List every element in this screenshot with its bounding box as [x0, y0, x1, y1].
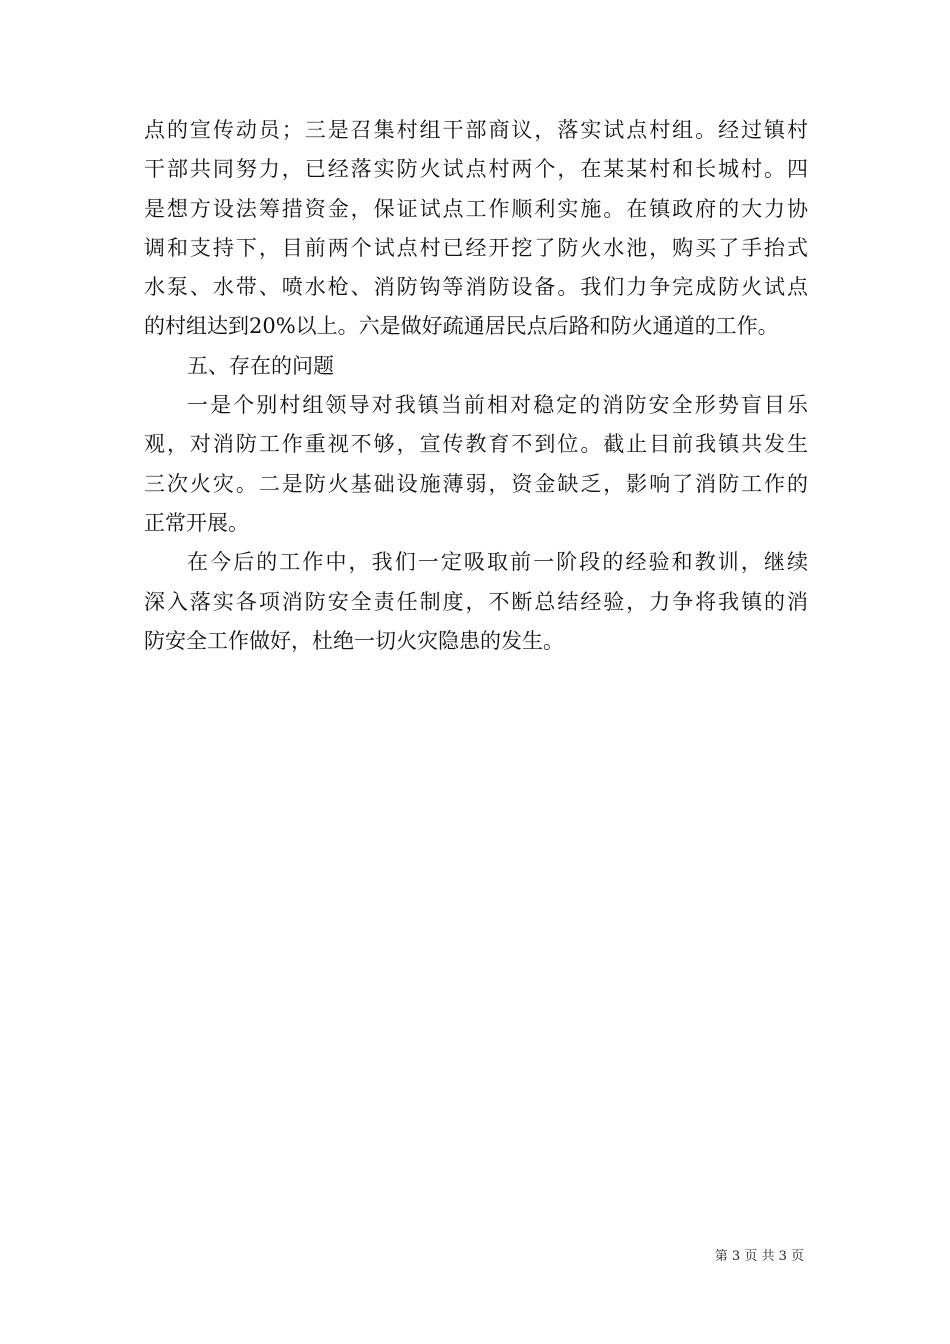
text-line: 点的宣传动员；三是召集村组干部商议，落实试点村组。经过镇村: [144, 118, 808, 142]
page-number-footer: 第 3 页 共 3 页: [714, 1249, 804, 1264]
text-line: 正常开展。: [144, 510, 249, 535]
text-line: 三次火灾。二是防火基础设施薄弱，资金缺乏，影响了消防工作的: [144, 471, 808, 496]
text-line: 在今后的工作中，我们一定吸取前一阶段的经验和教训，继续: [187, 550, 808, 575]
text-line: 的村组达到20%以上。六是做好疏通居民点后路和防火通道的工作。: [144, 314, 779, 339]
text-line: 深入落实各项消防安全责任制度，不断总结经验，力争将我镇的消: [144, 589, 808, 614]
text-line: 防安全工作做好，杜绝一切火灾隐患的发生。: [144, 628, 564, 653]
text-line: 是想方设法筹措资金，保证试点工作顺利实施。在镇政府的大力协: [144, 196, 808, 221]
text-line: 水泵、水带、喷水枪、消防钩等消防设备。我们力争完成防火试点: [144, 275, 808, 300]
text-line: 一是个别村组领导对我镇当前相对稳定的消防安全形势盲目乐: [187, 393, 808, 418]
text-line: 五、存在的问题: [187, 353, 334, 378]
text-line: 干部共同努力，已经落实防火试点村两个，在某某村和长城村。四: [144, 157, 808, 182]
text-line: 观，对消防工作重视不够，宣传教育不到位。截止目前我镇共发生: [144, 432, 808, 457]
document-body: [144, 111, 808, 661]
text-line: 调和支持下，目前两个试点村已经开挖了防火水池，购买了手抬式: [144, 235, 808, 260]
